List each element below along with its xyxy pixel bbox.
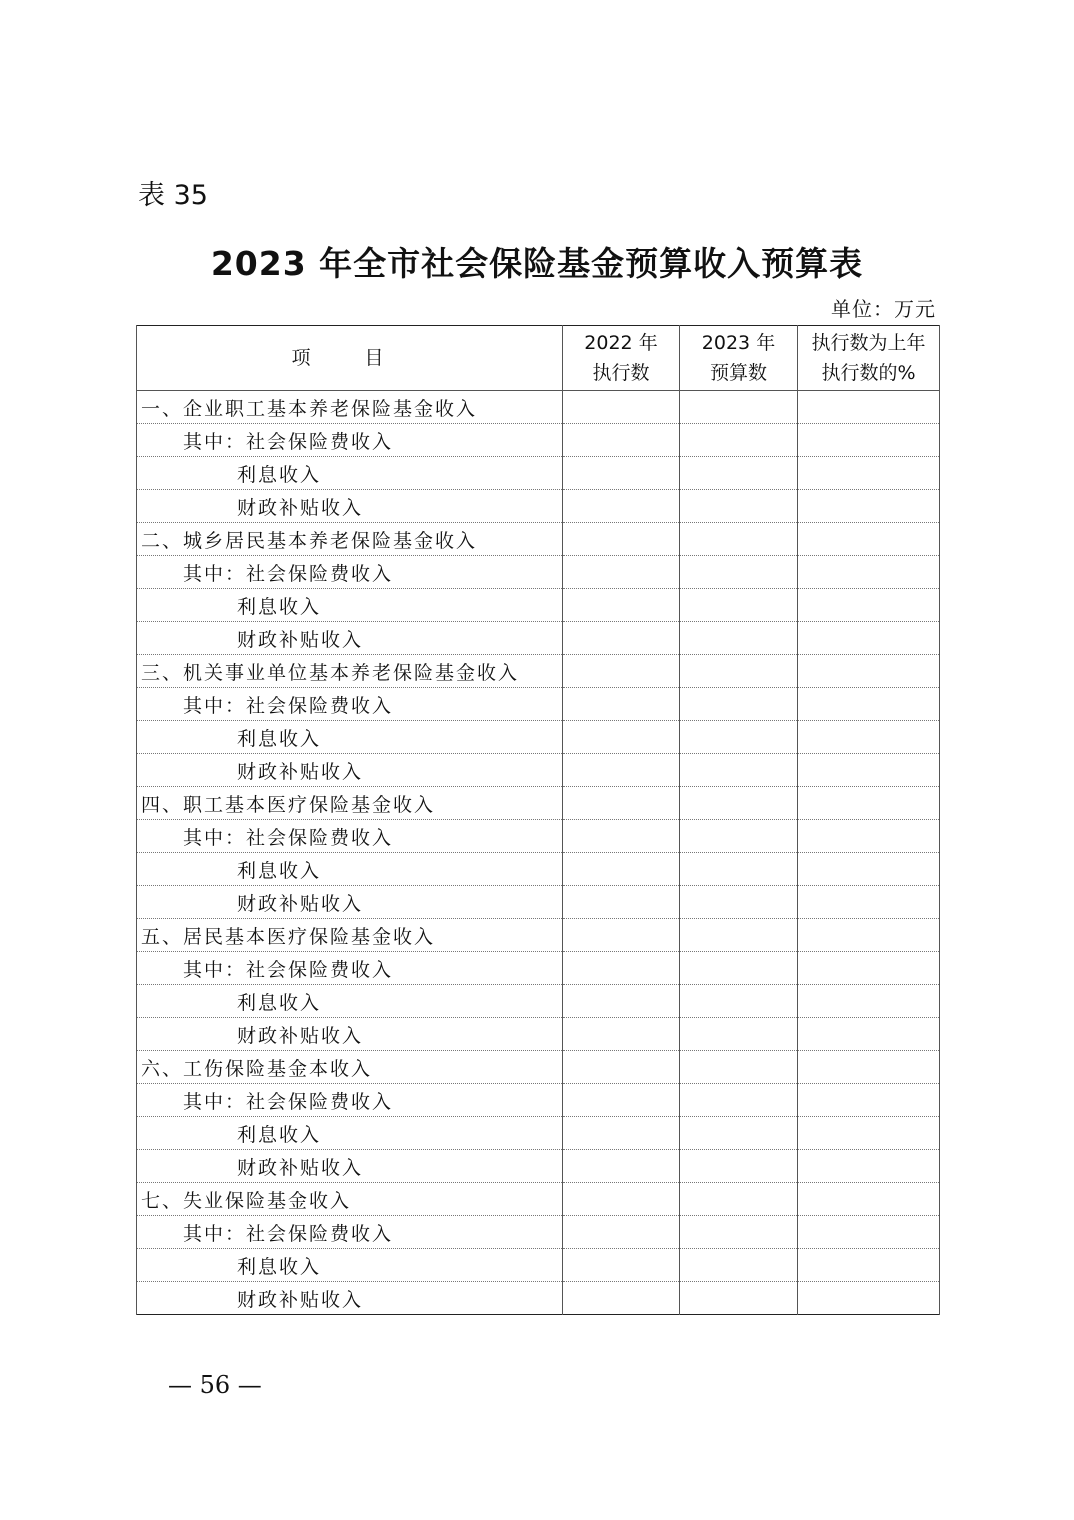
table-row: [137, 490, 940, 523]
row-label: 财政补贴收入: [137, 1150, 563, 1183]
row-label: 财政补贴收入: [137, 622, 563, 655]
row-label: 财政补贴收入: [137, 886, 563, 919]
table-row: [137, 919, 940, 952]
value-2023-budget: [680, 655, 798, 688]
row-label: 利息收入: [137, 1249, 563, 1282]
value-percent: [798, 721, 940, 754]
row-label: 二、城乡居民基本养老保险基金收入: [137, 523, 563, 556]
value-percent: [798, 787, 940, 820]
value-percent: [798, 1084, 940, 1117]
row-label: 一、企业职工基本养老保险基金收入: [137, 391, 563, 424]
value-2022-actual: [563, 391, 680, 424]
value-2022-actual: [563, 985, 680, 1018]
table-row: [137, 622, 940, 655]
value-percent: [798, 556, 940, 589]
value-2022-actual: [563, 1282, 680, 1315]
row-label: 六、工伤保险基金本收入: [137, 1051, 563, 1084]
value-2023-budget: [680, 1216, 798, 1249]
header-percent: 执行数为上年 执行数的%: [798, 326, 940, 391]
row-label: 利息收入: [137, 589, 563, 622]
value-percent: [798, 1018, 940, 1051]
value-percent: [798, 1051, 940, 1084]
row-label: 财政补贴收入: [137, 1282, 563, 1315]
value-2023-budget: [680, 952, 798, 985]
value-2023-budget: [680, 490, 798, 523]
value-2023-budget: [680, 523, 798, 556]
value-2023-budget: [680, 919, 798, 952]
value-2023-budget: [680, 424, 798, 457]
value-2023-budget: [680, 1150, 798, 1183]
row-label: 其中：社会保险费收入: [137, 820, 563, 853]
row-label: 利息收入: [137, 853, 563, 886]
row-label: 其中：社会保险费收入: [137, 424, 563, 457]
row-label: 财政补贴收入: [137, 1018, 563, 1051]
table-row: [137, 1084, 940, 1117]
value-2023-budget: [680, 589, 798, 622]
value-2022-actual: [563, 919, 680, 952]
table-row: [137, 1117, 940, 1150]
value-2022-actual: [563, 1183, 680, 1216]
value-percent: [798, 688, 940, 721]
table-row: [137, 1183, 940, 1216]
unit-label: 单位：万元: [831, 297, 936, 321]
table-header-row: [137, 326, 940, 391]
row-label: 利息收入: [137, 457, 563, 490]
page-number: — 56 —: [168, 1371, 262, 1399]
value-2023-budget: [680, 787, 798, 820]
table-row: [137, 754, 940, 787]
value-2023-budget: [680, 1282, 798, 1315]
table-body: [137, 391, 940, 1315]
table-row: [137, 424, 940, 457]
value-percent: [798, 1150, 940, 1183]
row-label: 七、失业保险基金收入: [137, 1183, 563, 1216]
value-2023-budget: [680, 1018, 798, 1051]
value-percent: [798, 424, 940, 457]
value-percent: [798, 820, 940, 853]
value-2023-budget: [680, 556, 798, 589]
table-row: [137, 886, 940, 919]
value-2022-actual: [563, 1249, 680, 1282]
table-row: [137, 1282, 940, 1315]
value-2022-actual: [563, 1051, 680, 1084]
value-percent: [798, 1249, 940, 1282]
value-2023-budget: [680, 754, 798, 787]
table-row: [137, 1018, 940, 1051]
value-percent: [798, 457, 940, 490]
value-2022-actual: [563, 853, 680, 886]
row-label: 其中：社会保险费收入: [137, 1084, 563, 1117]
header-2023-budget: 2023 年 预算数: [680, 326, 798, 391]
row-label: 利息收入: [137, 985, 563, 1018]
row-label: 其中：社会保险费收入: [137, 688, 563, 721]
table-row: [137, 952, 940, 985]
value-2022-actual: [563, 886, 680, 919]
table-row: [137, 1249, 940, 1282]
value-2022-actual: [563, 1018, 680, 1051]
value-2023-budget: [680, 1249, 798, 1282]
value-percent: [798, 1183, 940, 1216]
value-2022-actual: [563, 1150, 680, 1183]
value-2023-budget: [680, 1183, 798, 1216]
value-2023-budget: [680, 1117, 798, 1150]
value-2022-actual: [563, 523, 680, 556]
value-percent: [798, 622, 940, 655]
table-row: [137, 1051, 940, 1084]
value-2022-actual: [563, 1216, 680, 1249]
value-2022-actual: [563, 1117, 680, 1150]
row-label: 其中：社会保险费收入: [137, 952, 563, 985]
value-percent: [798, 1282, 940, 1315]
row-label: 其中：社会保险费收入: [137, 1216, 563, 1249]
value-percent: [798, 952, 940, 985]
table-row: [137, 853, 940, 886]
row-label: 财政补贴收入: [137, 490, 563, 523]
table-row: [137, 1216, 940, 1249]
value-2022-actual: [563, 457, 680, 490]
value-2023-budget: [680, 622, 798, 655]
value-percent: [798, 919, 940, 952]
row-label: 四、职工基本医疗保险基金收入: [137, 787, 563, 820]
value-2023-budget: [680, 853, 798, 886]
row-label: 利息收入: [137, 1117, 563, 1150]
table-row: [137, 457, 940, 490]
value-percent: [798, 985, 940, 1018]
value-2023-budget: [680, 985, 798, 1018]
value-2022-actual: [563, 655, 680, 688]
table-row: [137, 589, 940, 622]
table-row: [137, 820, 940, 853]
table-row: [137, 985, 940, 1018]
value-percent: [798, 589, 940, 622]
value-2022-actual: [563, 721, 680, 754]
value-2023-budget: [680, 1051, 798, 1084]
value-percent: [798, 1216, 940, 1249]
value-percent: [798, 853, 940, 886]
document-title: 2023 年全市社会保险基金预算收入预算表: [210, 244, 864, 283]
value-2022-actual: [563, 1084, 680, 1117]
value-2023-budget: [680, 820, 798, 853]
table-row: [137, 787, 940, 820]
value-percent: [798, 886, 940, 919]
value-percent: [798, 754, 940, 787]
row-label: 利息收入: [137, 721, 563, 754]
table-row: [137, 1150, 940, 1183]
value-2022-actual: [563, 952, 680, 985]
value-2023-budget: [680, 457, 798, 490]
table-row: [137, 523, 940, 556]
value-2023-budget: [680, 391, 798, 424]
row-label: 三、机关事业单位基本养老保险基金收入: [137, 655, 563, 688]
value-2022-actual: [563, 688, 680, 721]
header-2022-actual: 2022 年 执行数: [563, 326, 680, 391]
value-2022-actual: [563, 589, 680, 622]
budget-table: [136, 325, 940, 1315]
value-percent: [798, 523, 940, 556]
value-2022-actual: [563, 754, 680, 787]
table-row: [137, 556, 940, 589]
table-row: [137, 391, 940, 424]
table-row: [137, 655, 940, 688]
value-percent: [798, 391, 940, 424]
value-2022-actual: [563, 490, 680, 523]
table-number: 表 35: [138, 180, 208, 211]
value-2023-budget: [680, 688, 798, 721]
value-percent: [798, 655, 940, 688]
table-row: [137, 688, 940, 721]
value-2022-actual: [563, 820, 680, 853]
row-label: 财政补贴收入: [137, 754, 563, 787]
row-label: 其中：社会保险费收入: [137, 556, 563, 589]
table-row: [137, 721, 940, 754]
value-2023-budget: [680, 886, 798, 919]
value-2022-actual: [563, 556, 680, 589]
value-percent: [798, 490, 940, 523]
value-2023-budget: [680, 1084, 798, 1117]
value-2022-actual: [563, 787, 680, 820]
value-percent: [798, 1117, 940, 1150]
value-2022-actual: [563, 622, 680, 655]
row-label: 五、居民基本医疗保险基金收入: [137, 919, 563, 952]
value-2022-actual: [563, 424, 680, 457]
value-2023-budget: [680, 721, 798, 754]
header-item: 项 目: [137, 326, 563, 391]
